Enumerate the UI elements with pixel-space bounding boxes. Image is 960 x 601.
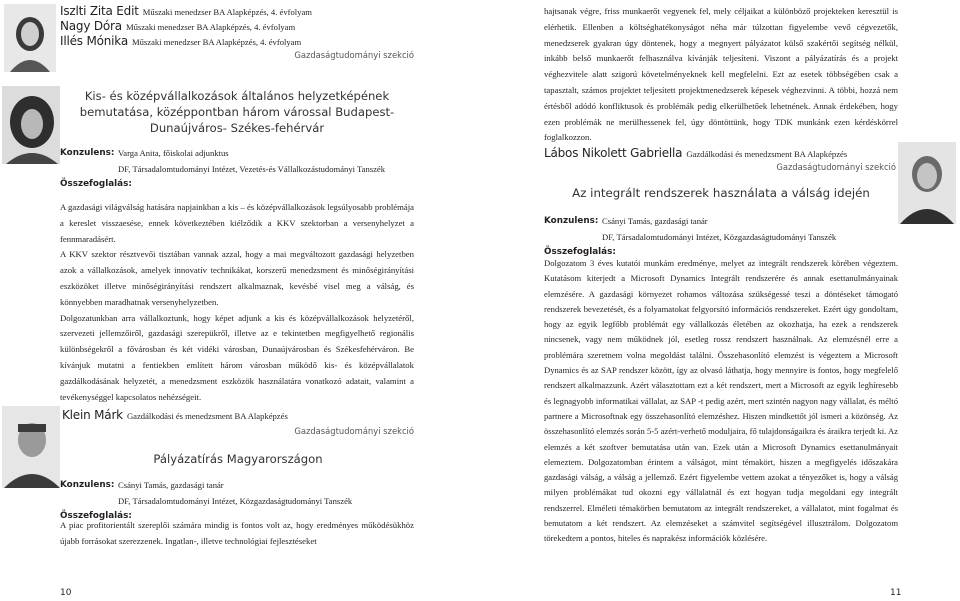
- author-name: Illés Mónika: [60, 34, 128, 48]
- author-name: Nagy Dóra: [60, 19, 122, 33]
- author-line: [62, 408, 288, 423]
- page-number: 10: [60, 588, 72, 598]
- summary-label: Összefoglalás:: [60, 511, 132, 521]
- author-line: [544, 146, 847, 161]
- paper-title: Pályázatírás Magyarországon: [153, 452, 323, 466]
- author-photo-nagy: [2, 86, 60, 164]
- konzulens-block: [544, 214, 898, 261]
- summary-label: Összefoglalás:: [544, 247, 616, 257]
- page-number: 11: [890, 588, 902, 598]
- portrait-icon: [4, 4, 56, 72]
- author-programme: Műszaki menedzser BA Alapképzés, 4. évfolyam: [142, 7, 312, 17]
- summary-label: Összefoglalás:: [60, 179, 132, 189]
- author-photo-labos: [898, 142, 956, 224]
- author-line: [60, 34, 460, 49]
- author-name: Lábos Nikolett Gabriella: [544, 146, 683, 160]
- konzulens-label: Konzulens:: [60, 480, 115, 490]
- abstract-continued: hajtsanak végre, friss munkaerőt vegyenek fel, mely céljaikat a különböző projekteken keresztül is elérhetik. Ellenben a költséghatékonyságot néha már túlzottan figyelembe vevő cégvezetők, menedzserek gyakran úgy döntenek, hogy a megnyert pályázatot külső szakértői segítség nélkül, inkább belső munkaerőt felhasználva kívánják teljesíteni. Viszont a pályázatírás és a projekt véghezvitele alatt szigorú követelményeknek kell megfelelni. Ezt az esetek többségében csak a tapasztalt, számos projektet teljesített projektmenedzserek képesek véghezvinni. A többi, hozzá nem értésből adódó konfliktusok és problémák pedig elkerülhetőek lehetnének. Annak érdekében, hogy ezen problémák ne merülhessenek fel, úgy döntöttünk, hogy TDK munkánk ezen kérdéskörrel foglalkozzon.: [544, 6, 898, 143]
- abstract-body: [60, 200, 414, 405]
- abstract-paragraph: A KKV szektor résztvevői tisztában vannak azzal, hogy a mai megváltozott gazdasági helyzetben azok a vállalkozások, amelyek innovatív technikákat, korszerű menedzsment és minőségirányítási eszközöket illetve minőségirányítási rendszert alkalmaznak, kevésbé visel meg a válság, és könnyebben maradhatnak versenyhelyzetben.: [60, 249, 414, 307]
- author-programme: Gazdálkodási és menedzsment BA Alapképzés: [686, 149, 848, 159]
- konzulens-name: Csányi Tamás, gazdasági tanár: [118, 480, 224, 490]
- konzulens-label: Konzulens:: [60, 148, 115, 158]
- konzulens-name: Varga Anita, főiskolai adjunktus: [118, 148, 229, 158]
- paper-title: Kis- és középvállalkozások általános helyzetképének bemutatása, középpontban három várossal Budapest- Dunaújváros- Székes-fehérvár: [79, 89, 395, 135]
- abstract-body: Dolgozatom 3 éves kutatói munkám eredménye, melyet az integrált rendszerek körében végeztem. Kutatásom kiterjedt a Microsoft Dynamics Integrált rendszerére és annak esettanulmányainak elemzésére. A gazdasági környezet rohamos változása szükségessé teszi a döntéseket támogató rendszerek bevezetését, és a folyamatokat felgyorsító információs rendszereket. Ezért úgy gondoltam, hogy az egyik legfőbb problémát egy vállalkozás életében az okozhatja, ha ezek a rendszerek nincsenek, vagy nem működnek jól, esetleg rossz rendszert használnak. Az elemzésnél erre a problémára szeretnem volna megoldást találni. Összehasonlító elemzést is végeztem a Microsoft Dynamics és az SAP rendszer között, így az olvasó láthatja, hogy mennyire is fontos, hogy megfelelő rendszert alkalmazzunk. Azért választottam ezt a két rendszert, mert a Microsoft az egyik leghíresebb és legnagyobb informatikai vállalat, az SAP -t pedig azért, mert szintén nagyon nagy vállalat, és méltó partnere a Microsoftnak egy összehasonlító elemzéshez. Hiszen mindkettőt jól ismeri a közönség. Az összehasonlító elemzés során 5-5 azért-verhető moduljaira, fő tulajdonságaikra és áraikra terjedt ki. Az elemzés a két szoftver bemutatása után van. Ezek után a Microsoft Dynamics esettanulmányait elemeztem. Dolgozatomban érintem a válságot, mint témakört, hiszen a megfigyelés időszakára gazdasági válság, a válság a jellemző. Ezért figyelembe vettem azokat a tényezőket is, hogy a válság milyen problémákat tud okozni egy vállalatnál és ezt hogyan tudja megoldani egy integrált rendszerrel. Elméleti témakörben bemutatom az integrált rendszereket, a vállalatot, mint fogalmat és bemutatom a két rendszert. Az elemzéseket a számvitel segítségével illusztrálom. Dolgozatom törekedtem a pontos, hiteles és naprakész információk közlésére.: [544, 258, 898, 544]
- paper-title: Az integrált rendszerek használata a válság idején: [572, 186, 870, 200]
- konzulens-block: [60, 146, 416, 193]
- right-page: [480, 0, 960, 601]
- konzulens-department: DF, Társadalomtudományi Intézet, Vezetés-és Vállalkozástudományi Tanszék: [118, 163, 386, 174]
- abstract-body: A piac profitorientált szereplői számára mindig is fontos volt az, hogy eredményes működésükhöz újabb forrásokat szerezzenek. Ingatlan-, illetve technológiai fejlesztéseket: [60, 520, 414, 546]
- author-line: [60, 19, 460, 34]
- author-photo-iszlti: [4, 4, 56, 72]
- konzulens-row: [60, 478, 416, 494]
- konzulens-name: Csányi Tamás, gazdasági tanár: [602, 216, 708, 226]
- author-programme: Műszaki menedzser BA Alapképzés, 4. évfolyam: [131, 37, 302, 47]
- section-label: Gazdaságtudományi szekció: [776, 162, 896, 172]
- konzulens-label: Konzulens:: [544, 216, 599, 226]
- konzulens-row: [544, 214, 898, 230]
- konzulens-department: DF, Társadalomtudományi Intézet, Közgazdaságtudományi Tanszék: [602, 231, 837, 242]
- author-name: Iszlti Zita Edit: [60, 4, 139, 18]
- abstract-paragraph: A gazdasági világválság hatására napjainkban a kis – és középvállalkozások legsúlyosabb problémája a kereslet visszaesése, ennek következtében kiélződik a KKV szektorban a versenyhelyzet a fennmaradásért.: [60, 202, 414, 244]
- author-list-1: [60, 4, 460, 49]
- portrait-icon: [2, 406, 60, 488]
- author-programme: Gazdálkodási és menedzsment BA Alapképzés: [126, 411, 288, 421]
- author-programme: Műszaki menedzser BA Alapképzés, 4. évfolyam: [125, 22, 296, 32]
- section-label: Gazdaságtudományi szekció: [294, 426, 414, 436]
- portrait-icon: [2, 86, 60, 164]
- konzulens-row: [60, 146, 416, 162]
- section-label: Gazdaságtudományi szekció: [294, 50, 414, 60]
- portrait-icon: [898, 142, 956, 224]
- konzulens-department: DF, Társadalomtudományi Intézet, Közgazdaságtudományi Tanszék: [118, 495, 353, 506]
- author-line: [60, 4, 460, 19]
- author-name: Klein Márk: [62, 408, 123, 422]
- author-photo-klein: [2, 406, 60, 488]
- abstract-paragraph: Dolgozatunkban arra vállalkoztunk, hogy képet adjunk a kis és középvállalkozások helyzetéről, szervezeti jellemzőiről, gazdasági szerepükről, illetve az e tekintetben megfigyelhető regionális különbségekről a fővárosban és két vidéki városban, Dunaújvárosban és Székesfehérváron. Be kívánjuk mutatni a fentiekben említett három városban működő kis- és középvállalatok gazdálkodásának helyzetét, a menedzsment eszközök használatára vonatkozó adatait, valamint a tevékenységgel kapcsolatos nehézségeit.: [60, 312, 414, 402]
